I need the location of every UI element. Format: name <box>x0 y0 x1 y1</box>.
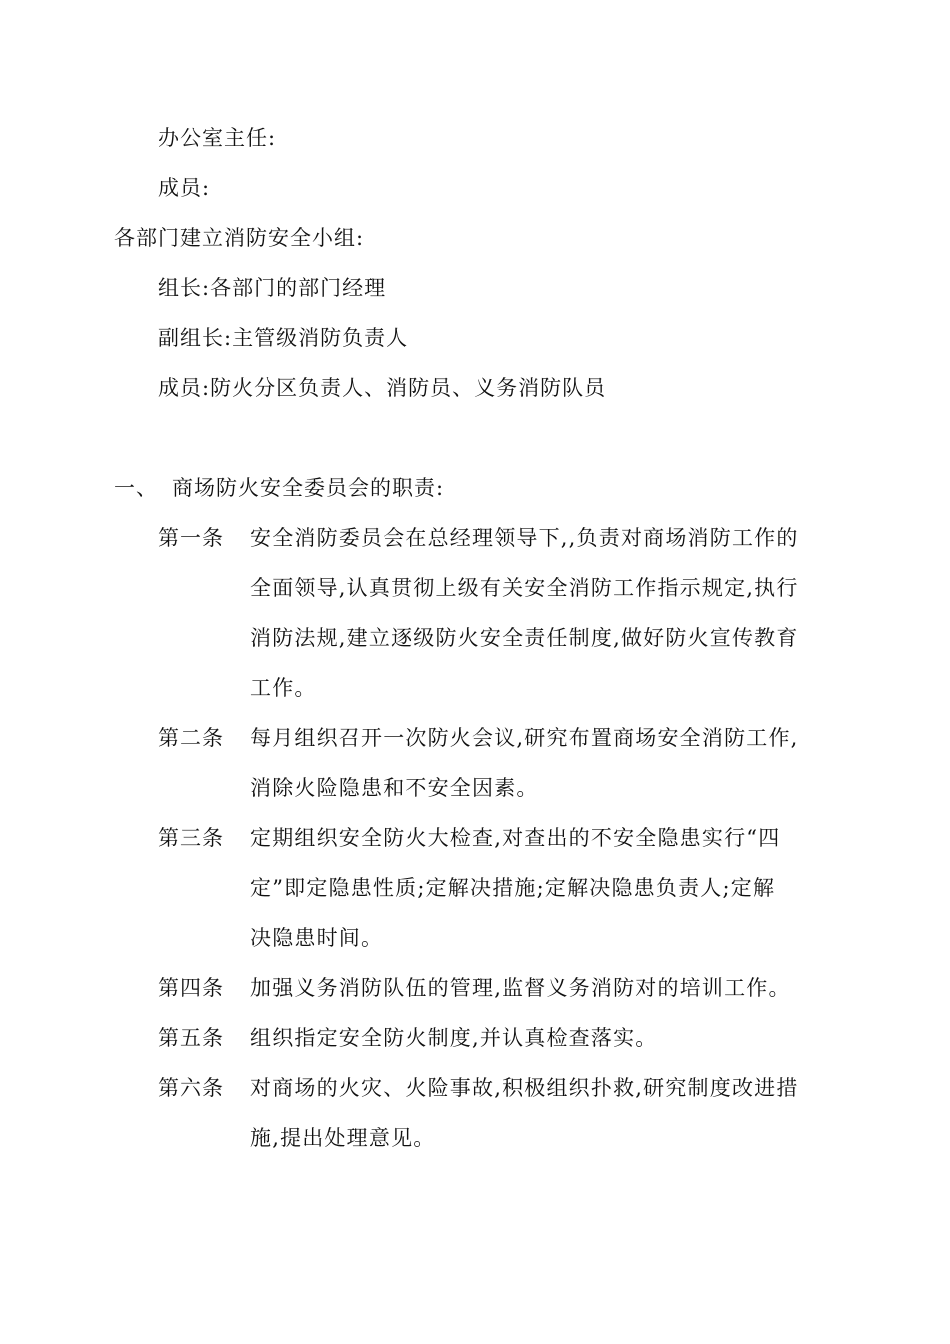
dept-group-members: 成员:防火分区负责人、消防员、义务消防队员 <box>158 376 607 400</box>
article-label: 第四条 <box>158 976 224 1000</box>
article-text-line: 定期组织安全防火大检查,对查出的不安全隐患实行“四 <box>250 826 781 850</box>
article-text-line: 决隐患时间。 <box>250 926 384 950</box>
section-number: 一、 <box>114 476 158 500</box>
office-director-label: 办公室主任: <box>158 126 277 150</box>
article-label: 第六条 <box>158 1076 224 1100</box>
members-label: 成员: <box>158 176 211 200</box>
article-text-line: 每月组织召开一次防火会议,研究布置商场安全消防工作, <box>250 726 799 750</box>
article-text-line: 定”即定隐患性质;定解决措施;定解决隐患负责人;定解 <box>250 876 776 900</box>
article-text-line: 工作。 <box>250 676 317 700</box>
article-text-line: 对商场的火灾、火险事故,积极组织扑救,研究制度改进措 <box>250 1076 799 1100</box>
article-text-line: 安全消防委员会在总经理领导下,,负责对商场消防工作的 <box>250 526 799 550</box>
dept-group-leader: 组长:各部门的部门经理 <box>158 276 387 300</box>
article-text-line: 全面领导,认真贯彻上级有关安全消防工作指示规定,执行 <box>250 576 799 600</box>
article-text-line: 消除火险隐患和不安全因素。 <box>250 776 539 800</box>
article-text-line: 消防法规,建立逐级防火安全责任制度,做好防火宣传教育 <box>250 626 799 650</box>
article-text-line: 组织指定安全防火制度,并认真检查落实。 <box>250 1026 658 1050</box>
dept-group-heading: 各部门建立消防安全小组: <box>114 226 365 250</box>
article-text-line: 加强义务消防队伍的管理,监督义务消防对的培训工作。 <box>250 976 791 1000</box>
dept-group-deputy: 副组长:主管级消防负责人 <box>158 326 409 350</box>
section-title: 商场防火安全委员会的职责: <box>172 476 445 500</box>
article-label: 第二条 <box>158 726 224 750</box>
article-label: 第五条 <box>158 1026 224 1050</box>
article-label: 第三条 <box>158 826 224 850</box>
article-label: 第一条 <box>158 526 224 550</box>
article-text-line: 施,提出处理意见。 <box>250 1126 436 1150</box>
